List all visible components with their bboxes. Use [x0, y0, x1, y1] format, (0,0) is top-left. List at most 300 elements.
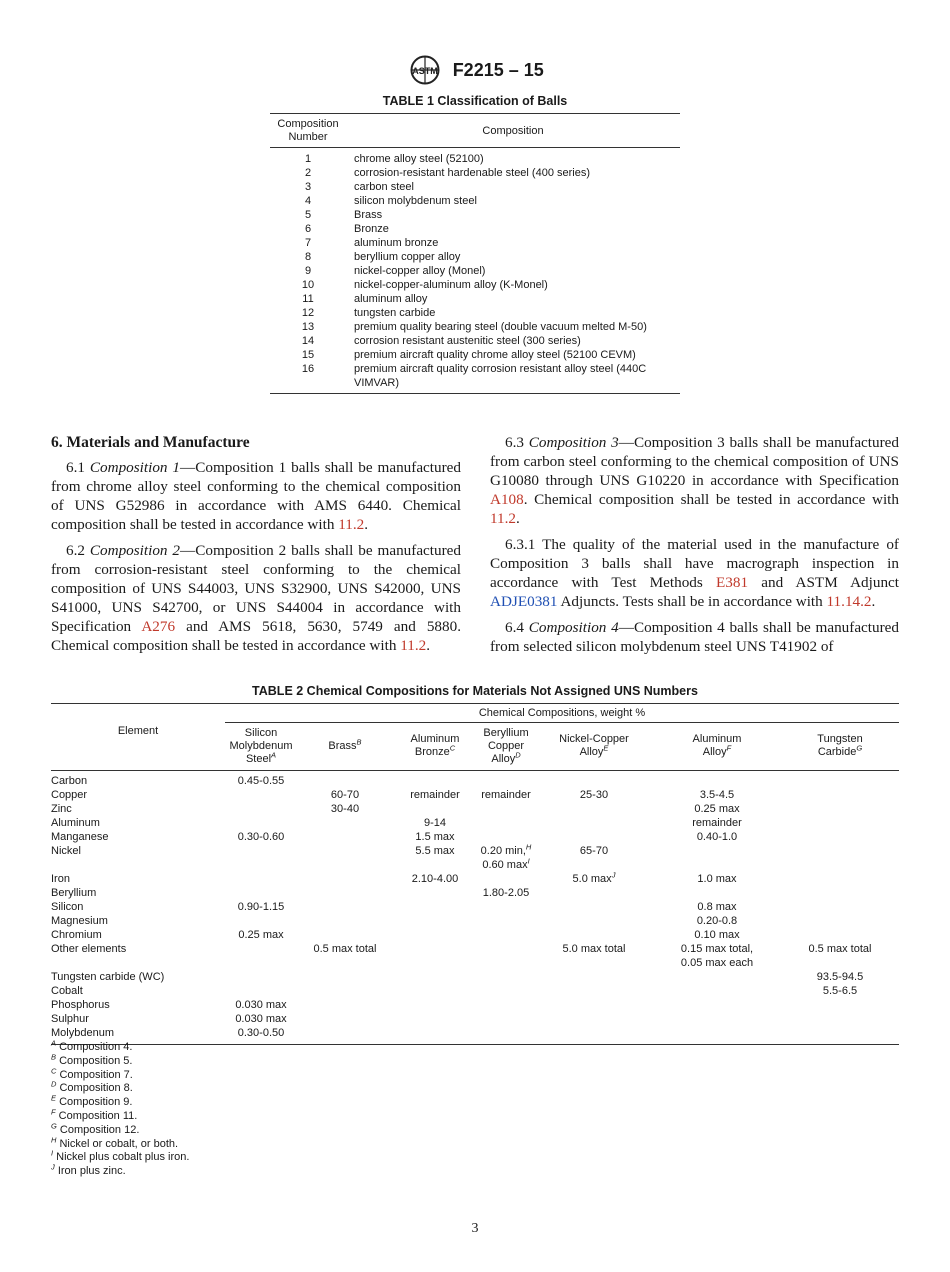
composition-number: 1: [304, 153, 312, 165]
table1-row: [270, 362, 680, 390]
para-text: and ASTM Adjunct: [761, 574, 899, 591]
paragraph-6-3-1: 6.3.1 The quality of the material used in the manufacture of Composition 3 balls shall have macrograph inspection in accordance with Test Methods E381 and ASTM Adjunct ADJE0381 Adjuncts. Tests shall be in accordance with 11.14.2.: [490, 536, 899, 610]
composition-value: [297, 830, 393, 844]
table2-row: [51, 998, 899, 1012]
table1-row: [270, 348, 680, 362]
composition-value: [297, 1012, 393, 1026]
col-number-line1: Composition: [277, 117, 339, 130]
composition-value: [653, 984, 781, 998]
footnote-marker: E: [603, 743, 609, 753]
footnote-marker: J: [51, 1162, 55, 1172]
composition-value: [477, 900, 535, 914]
composition-value: [781, 802, 899, 816]
composition-value: [653, 1026, 781, 1040]
table1-row: [270, 208, 680, 222]
footnote-marker: C: [51, 1065, 57, 1075]
para-text: . Chemical composition shall be tested in accordance with: [523, 491, 899, 508]
cell-text: 1.80-2.05: [482, 887, 530, 899]
cell-text: 0.45-0.55: [237, 775, 285, 787]
composition-description: nickel-copper-aluminum alloy (K-Monel): [354, 279, 548, 291]
paragraph-6-3: 6.3 Composition 3—Composition 3 balls shall be manufactured from carbon steel conforming to the chemical composition of UNS G10080 through UNS G10220 in accordance with Specification A108. Chemical composition shall be tested in accordance with 11.2.: [490, 434, 900, 527]
composition-value: [781, 886, 899, 900]
cell-text: 5.0 max: [572, 873, 612, 885]
cell-text: 0.20-0.8: [696, 915, 738, 927]
cell-text: 0.5 max total: [808, 943, 872, 955]
composition-value: [225, 774, 297, 788]
composition-value: [393, 900, 477, 914]
composition-description: corrosion resistant austenitic steel (300 series): [354, 335, 581, 347]
cell-text: 0.90-1.15: [237, 901, 285, 913]
composition-value: [393, 984, 477, 998]
col-header-line: Silicon: [244, 726, 278, 739]
element-name: [51, 928, 225, 942]
composition-value: [781, 844, 899, 858]
col-header-line: Alloy: [702, 746, 727, 758]
composition-value: [653, 956, 781, 970]
composition-value: [535, 998, 653, 1012]
composition-value: [393, 816, 477, 830]
composition-number: 5: [304, 209, 312, 221]
section-link-11-2[interactable]: 11.2: [338, 516, 365, 533]
composition-description: tungsten carbide: [354, 307, 436, 319]
cell-text: 0.030 max: [235, 1013, 287, 1025]
composition-number: 7: [304, 237, 312, 249]
element-name: [51, 774, 225, 788]
cell-text: 5.5-6.5: [822, 985, 858, 997]
col-header-line: Molybdenum: [229, 739, 293, 752]
section-link-11-14-2[interactable]: 11.14.2: [826, 593, 872, 610]
test-method-link-e381[interactable]: E381: [716, 574, 749, 591]
composition-value: [535, 872, 653, 886]
footnote: [51, 1107, 189, 1124]
col-header-line: Bronze: [414, 746, 450, 758]
cell-text: 93.5-94.5: [816, 971, 864, 983]
table1-row: [270, 264, 680, 278]
footnote-marker: H: [51, 1134, 57, 1144]
footnote: [51, 1093, 189, 1110]
composition-value: [393, 872, 477, 886]
composition-value: [393, 844, 477, 858]
composition-value: [393, 1012, 477, 1026]
table2-row: [51, 942, 899, 956]
composition-description: premium quality bearing steel (double vacuum melted M-50): [354, 321, 647, 333]
cell-text: Cobalt: [51, 985, 83, 997]
footnote-marker: B: [51, 1052, 57, 1062]
composition-value: [393, 830, 477, 844]
table2-footnotes: [51, 1038, 190, 1179]
composition-value: [477, 858, 535, 872]
table1-row: [270, 180, 680, 194]
col-header-line: Brass: [328, 739, 357, 752]
col-header-line: Alloy: [491, 752, 516, 765]
cell-text: Zinc: [51, 803, 72, 815]
col-number-line2: Number: [288, 130, 328, 143]
table2-row: [51, 788, 899, 802]
composition-value: [225, 844, 297, 858]
col-header-line: Alloy: [579, 746, 604, 758]
spec-link-a108[interactable]: A108: [490, 491, 524, 508]
composition-value: [297, 984, 393, 998]
footnote-marker: D: [515, 749, 521, 759]
para-title: Composition 4: [528, 619, 619, 636]
composition-value: [653, 816, 781, 830]
composition-number: 12: [301, 307, 315, 319]
composition-value: [535, 774, 653, 788]
footnote-marker: A: [271, 749, 277, 759]
table2-group-header-row: [51, 704, 899, 722]
table1-row: [270, 278, 680, 292]
composition-value: [477, 928, 535, 942]
footnote-marker: F: [726, 743, 732, 753]
col-header-line: Aluminum: [692, 733, 742, 745]
footnote: [51, 1065, 189, 1083]
para-text: and AMS 5618, 5630, 5749 and 5880. Chemical composition shall be tested in accordance with: [51, 618, 462, 654]
composition-value: [781, 942, 899, 956]
footnote-marker: J: [611, 870, 616, 880]
table2-col-header: [393, 733, 477, 759]
cell-text: 9-14: [423, 817, 447, 829]
table1-col-composition-header: Composition: [482, 124, 544, 137]
footnote-text: Nickel or cobalt, or both.: [59, 1137, 179, 1150]
footnote-text: Composition 8.: [59, 1082, 133, 1095]
composition-value: [653, 858, 781, 872]
composition-value: [781, 830, 899, 844]
composition-value: [297, 774, 393, 788]
composition-value: [297, 970, 393, 984]
adjunct-link-adje0381[interactable]: ADJE0381: [490, 593, 558, 610]
composition-value: [297, 942, 393, 956]
composition-value: [535, 942, 653, 956]
footnote-marker: C: [449, 743, 456, 753]
element-name: [51, 900, 225, 914]
footnote: [51, 1052, 189, 1069]
composition-value: [393, 788, 477, 802]
composition-value: [535, 788, 653, 802]
table2-col-header: [297, 736, 393, 753]
table2-row: [51, 1026, 899, 1040]
right-column: [490, 433, 899, 663]
element-name: [51, 802, 225, 816]
composition-value: [653, 872, 781, 886]
cell-text: Other elements: [51, 943, 127, 955]
table1-row: [270, 194, 680, 208]
table2-group-header: Chemical Compositions, weight %: [225, 704, 899, 723]
table2-row: [51, 774, 899, 788]
table1-row: [270, 250, 680, 264]
composition-value: [477, 788, 535, 802]
composition-value: [781, 1012, 899, 1026]
composition-value: [297, 928, 393, 942]
cell-text: 5.5 max: [415, 845, 455, 857]
composition-value: [225, 788, 297, 802]
cell-text: 1.0 max: [697, 873, 737, 885]
composition-value: [653, 886, 781, 900]
para-num: 6.2: [66, 542, 85, 559]
table2-row: [51, 928, 899, 942]
composition-value: [477, 914, 535, 928]
composition-value: [535, 858, 653, 872]
element-name: [51, 844, 225, 858]
composition-description: chrome alloy steel (52100): [354, 153, 484, 165]
composition-value: [477, 956, 535, 970]
composition-value: [477, 942, 535, 956]
cell-text: 0.60 max: [482, 859, 528, 871]
col-header-line: Copper: [487, 739, 525, 752]
composition-number: 10: [301, 279, 315, 291]
table2-row: [51, 900, 899, 914]
cell-text: 60-70: [330, 789, 360, 801]
composition-description: aluminum alloy: [354, 293, 428, 305]
footnote-text: Composition 4.: [59, 1041, 133, 1053]
composition-value: [477, 1012, 535, 1026]
cell-text: 0.20 min,: [480, 845, 526, 857]
cell-text: 0.30-0.60: [237, 831, 285, 843]
composition-value: [477, 970, 535, 984]
composition-value: [781, 984, 899, 998]
cell-text: Phosphorus: [51, 999, 110, 1011]
composition-value: [781, 970, 899, 984]
section-link-11-2[interactable]: 11.2: [490, 510, 517, 527]
composition-value: [477, 984, 535, 998]
footnote: [51, 1148, 190, 1165]
composition-value: [297, 956, 393, 970]
composition-number: 4: [304, 195, 312, 207]
para-text: —Composition 3 balls shall be manufactured from carbon steel conforming to the chemical composition of UNS G10080 through UNS G10220 in accordance with Specification: [490, 434, 900, 489]
composition-value: [225, 816, 297, 830]
composition-value: [535, 970, 653, 984]
cell-text: Silicon: [51, 901, 84, 913]
composition-number: 9: [304, 265, 312, 277]
element-name: [51, 1026, 225, 1040]
composition-value: [653, 788, 781, 802]
composition-value: [653, 830, 781, 844]
element-name: [51, 970, 225, 984]
composition-value: [535, 886, 653, 900]
composition-number: 8: [304, 251, 312, 263]
composition-value: [297, 816, 393, 830]
composition-description: aluminum bronze: [354, 237, 439, 249]
element-name: [51, 1012, 225, 1026]
element-name: [51, 816, 225, 830]
footnote-marker: B: [356, 736, 362, 746]
document-number: F2215 – 15: [452, 59, 544, 80]
cell-text: 25-30: [579, 789, 609, 801]
section-link-11-2[interactable]: 11.2: [400, 637, 427, 654]
element-name: [51, 886, 225, 900]
footnote-text: Composition 5.: [59, 1054, 133, 1067]
cell-text: remainder: [692, 817, 742, 829]
cell-text: Molybdenum: [51, 1027, 114, 1039]
cell-text: 0.030 max: [235, 999, 287, 1011]
cell-text: 65-70: [579, 845, 609, 857]
composition-value: [535, 1012, 653, 1026]
composition-value: [535, 816, 653, 830]
composition-value: [297, 788, 393, 802]
table2-col-header: [225, 727, 297, 766]
composition-description: Brass: [354, 209, 383, 221]
composition-value: [653, 914, 781, 928]
footnote-text: Composition 7.: [59, 1068, 133, 1081]
cell-text: 0.10 max: [694, 929, 740, 941]
element-name: [51, 830, 225, 844]
astm-logo-icon: [406, 55, 444, 85]
composition-value: [653, 1012, 781, 1026]
para-text: Adjuncts. Tests shall be in accordance with: [560, 593, 823, 610]
cell-text: 2.10-4.00: [411, 873, 459, 885]
para-num: 6.1: [66, 459, 85, 476]
element-name: [51, 942, 225, 956]
cell-text: 30-40: [330, 803, 360, 815]
footnote-text: Iron plus zinc.: [57, 1165, 126, 1178]
cell-text: 0.30-0.50: [237, 1027, 285, 1039]
composition-value: [535, 984, 653, 998]
element-name: [51, 872, 225, 886]
composition-value: [477, 1026, 535, 1040]
col-header-line: Steel: [245, 752, 272, 765]
footnote-marker: D: [51, 1079, 57, 1089]
composition-value: [225, 872, 297, 886]
cell-text: 3.5-4.5: [699, 789, 735, 801]
composition-value: [225, 970, 297, 984]
paragraph-6-4: [490, 618, 899, 656]
para-num: 6.3.1: [505, 536, 536, 553]
composition-description: silicon molybdenum steel: [354, 195, 477, 207]
composition-value: [297, 914, 393, 928]
composition-description: nickel-copper alloy (Monel): [354, 265, 486, 277]
footnote-text: Nickel plus cobalt plus iron.: [56, 1151, 190, 1164]
footnote-marker: G: [51, 1121, 57, 1131]
cell-text: remainder: [481, 789, 531, 801]
cell-text: Iron: [51, 873, 70, 885]
para-title: Composition 3: [528, 434, 619, 451]
table2-column-headers: [51, 722, 899, 771]
composition-value: [535, 900, 653, 914]
composition-description: corrosion-resistant hardenable steel (400 series): [354, 167, 591, 179]
composition-number: 3: [304, 181, 312, 193]
composition-value: [225, 984, 297, 998]
composition-value: [297, 858, 393, 872]
footnote-marker: G: [856, 743, 863, 753]
col-header-line: Tungsten: [817, 733, 863, 745]
composition-value: [297, 844, 393, 858]
spec-link-a276[interactable]: A276: [141, 618, 176, 635]
table1-row: [270, 222, 680, 236]
composition-value: [297, 886, 393, 900]
composition-value: [225, 1026, 297, 1040]
composition-value: [297, 802, 393, 816]
logo-text: ASTM: [412, 66, 438, 76]
composition-value: [781, 914, 899, 928]
composition-description: premium aircraft quality chrome alloy steel (52100 CEVM): [354, 349, 636, 361]
cell-text: Magnesium: [51, 915, 108, 927]
element-name: [51, 998, 225, 1012]
composition-number: 11: [302, 293, 314, 305]
col-header-line: Carbide: [817, 746, 857, 758]
composition-value: [477, 872, 535, 886]
composition-value: [535, 844, 653, 858]
composition-value: [225, 802, 297, 816]
footnote-marker: F: [51, 1107, 56, 1117]
cell-text: Nickel: [51, 845, 81, 857]
composition-number: 15: [301, 349, 315, 361]
composition-value: [653, 998, 781, 1012]
cell-text: Chromium: [51, 929, 102, 941]
composition-value: [653, 844, 781, 858]
table2-row: [51, 886, 899, 900]
table1-row: [270, 292, 680, 306]
element-name: [51, 914, 225, 928]
composition-value: [393, 998, 477, 1012]
composition-value: [535, 802, 653, 816]
composition-value: [781, 900, 899, 914]
composition-value: [393, 928, 477, 942]
composition-value: [477, 998, 535, 1012]
table1-col-number-header: [270, 118, 346, 144]
cell-text: 0.5 max total: [313, 943, 377, 955]
page-header: [0, 55, 950, 85]
table1-body: [270, 148, 680, 393]
element-name: [51, 858, 225, 872]
composition-value: [393, 970, 477, 984]
composition-value: [477, 816, 535, 830]
table2-body: [51, 771, 899, 1044]
composition-value: [225, 998, 297, 1012]
footnote-text: Composition 9.: [59, 1096, 133, 1109]
table2-col-header: [535, 733, 653, 759]
cell-text: Carbon: [51, 775, 88, 787]
composition-value: [225, 956, 297, 970]
composition-value: [781, 788, 899, 802]
para-title: Composition 2: [89, 542, 181, 559]
composition-value: [477, 886, 535, 900]
table2-row: [51, 858, 899, 872]
para-text: The quality of the material used in the manufacture of Composition 3 balls shall have macrograph inspection in accordance with Test Methods: [490, 536, 899, 591]
element-name: [51, 984, 225, 998]
table2-col-element: Element: [117, 724, 159, 737]
cell-text: Manganese: [51, 831, 109, 843]
composition-value: [781, 956, 899, 970]
table2-col-header: [653, 733, 781, 759]
table2-col-header: [781, 733, 899, 759]
para-text: —Composition 4 balls shall be manufactured from selected silicon molybdenum steel UNS T41902 of: [490, 619, 900, 655]
composition-value: [225, 900, 297, 914]
table1-row: [270, 320, 680, 334]
composition-value: [393, 1026, 477, 1040]
cell-text: Sulphur: [51, 1013, 89, 1025]
para-num: 6.3: [505, 434, 524, 451]
composition-value: [781, 928, 899, 942]
table2-row: [51, 844, 899, 858]
composition-value: [393, 886, 477, 900]
table1-row: [270, 236, 680, 250]
table2-row: [51, 830, 899, 844]
composition-value: [781, 998, 899, 1012]
composition-value: [653, 900, 781, 914]
para-title: Composition 1: [89, 459, 181, 476]
composition-description: beryllium copper alloy: [354, 251, 461, 263]
table2-row: [51, 802, 899, 816]
composition-number: 2: [304, 167, 312, 179]
col-header-line: Aluminum: [410, 733, 460, 745]
composition-value: [653, 774, 781, 788]
composition-value: [781, 858, 899, 872]
cell-text: 0.40-1.0: [696, 831, 738, 843]
table1-title: TABLE 1 Classification of Balls: [382, 94, 568, 108]
footnote-marker: I: [51, 1148, 54, 1158]
element-name: [51, 788, 225, 802]
composition-value: [225, 1012, 297, 1026]
footnote-text: Composition 12.: [59, 1123, 140, 1136]
